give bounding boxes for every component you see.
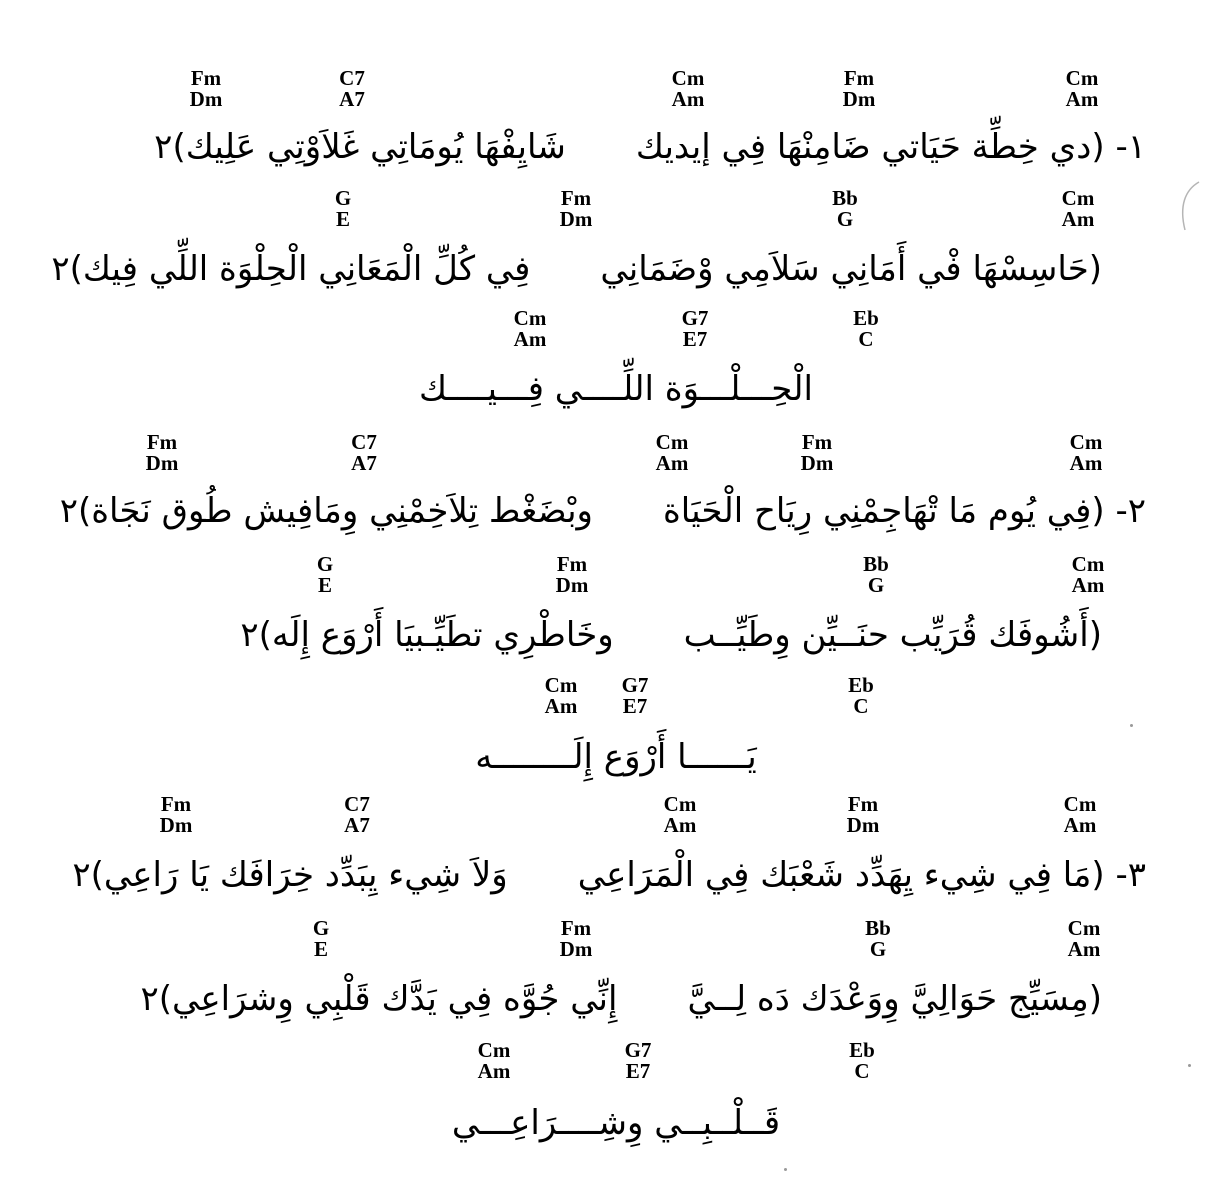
chord-bottom: E	[317, 573, 332, 597]
chord-top: Cm	[1061, 186, 1095, 210]
chord	[1040, 794, 1120, 836]
chord	[521, 675, 601, 717]
chord-bottom: Am	[477, 1059, 511, 1083]
chord	[490, 308, 570, 350]
chord	[821, 675, 901, 717]
lyric-line	[240, 612, 1102, 658]
chord	[122, 432, 202, 474]
lyric-half: (فِي يُوم مَا تْهَاجِمْنِي رِيَاح الْحَيَاة	[662, 491, 1105, 531]
chord-bottom: Dm	[842, 87, 876, 111]
chord-top: Eb	[848, 673, 874, 697]
chord	[640, 794, 720, 836]
chord	[838, 918, 918, 960]
chord-bottom: A7	[351, 451, 377, 475]
chord-bottom: Dm	[145, 451, 179, 475]
chord-bottom: Am	[1067, 937, 1101, 961]
scan-speck	[1188, 1064, 1191, 1067]
chord-top: Fm	[160, 792, 192, 816]
chord	[1048, 554, 1128, 596]
chord-bottom: Dm	[559, 207, 593, 231]
chord-top: Cm	[671, 66, 705, 90]
lyric-half: وَلاَ شِيء يِبَدِّد خِرَافَك يَا رَاعِي)٢	[72, 855, 508, 895]
chord-top: Cm	[1071, 552, 1105, 576]
chord-top: Fm	[801, 430, 833, 454]
chord	[303, 188, 383, 230]
chord-top: Bb	[865, 916, 891, 940]
chord-bottom: E7	[622, 694, 648, 718]
lyric-half: (حَاسِسْهَا فْي أَمَانِي سَلاَمِي وْضَمَانِي	[600, 249, 1102, 289]
verse-number: ٢-	[1115, 491, 1146, 531]
refrain-line: الْحِـــلْـــوَة اللِّــــي فِـــيــــك	[419, 369, 813, 409]
chord-bottom: Am	[1071, 573, 1105, 597]
chord-top: C7	[344, 792, 370, 816]
chord-bottom: Dm	[189, 87, 223, 111]
refrain-line: يَــــــا أَرْوَع إِلَــــــــه	[475, 737, 757, 777]
chord	[317, 794, 397, 836]
chord-top: Cm	[544, 673, 578, 697]
chord-top: Fm	[560, 186, 592, 210]
chord-top: Bb	[863, 552, 889, 576]
chord	[1046, 432, 1126, 474]
chord-top: C7	[339, 66, 365, 90]
chord-bottom: E7	[682, 327, 708, 351]
chord-top: Fm	[146, 430, 178, 454]
lyric-half: (مِسَيِّج حَوَالِيَّ وِوَعْدَك دَه لِــيَّ	[687, 979, 1102, 1019]
chord	[805, 188, 885, 230]
chord-top: Cm	[1065, 66, 1099, 90]
chord-bottom: A7	[339, 87, 365, 111]
lyric-line	[60, 488, 1146, 534]
chord-top: G	[312, 916, 330, 940]
chord-top: G	[334, 186, 352, 210]
chord	[1042, 68, 1122, 110]
chord	[836, 554, 916, 596]
chord-top: Fm	[190, 66, 222, 90]
chord-bottom: Am	[1061, 207, 1095, 231]
chord	[536, 188, 616, 230]
chord	[595, 675, 675, 717]
chord-bottom: Am	[671, 87, 705, 111]
lyric-half: فِي كُلِّ الْمَعَانِي الْحِلْوَة اللِّي فِيك)٢	[51, 249, 531, 289]
chord-bottom: Dm	[159, 813, 193, 837]
chord	[536, 918, 616, 960]
chord-top: Fm	[556, 552, 588, 576]
lyric-line	[154, 124, 1146, 170]
scan-speck	[784, 1168, 787, 1171]
chord	[281, 918, 361, 960]
lyric-line	[51, 246, 1102, 292]
chord-bottom: G	[869, 937, 887, 961]
chord-top: Cm	[1063, 792, 1097, 816]
chord-top: Cm	[1067, 916, 1101, 940]
lyric-half: وبْضَغْط تِلاَخِمْنِي وِمَافِيش طُوق نَجَاة)٢	[59, 491, 593, 531]
chord-bottom: E	[335, 207, 350, 231]
chord-top: Cm	[513, 306, 547, 330]
lyric-half: إِنِّي جُوَّه فِي يَدَّك قَلْبِي وِشرَاعِي)٢	[140, 979, 618, 1019]
chord-top: Cm	[477, 1038, 511, 1062]
chord-top: Fm	[843, 66, 875, 90]
chord-bottom: Am	[1063, 813, 1097, 837]
chord-top: C7	[351, 430, 377, 454]
chord	[532, 554, 612, 596]
verse-number: ٣-	[1115, 855, 1146, 895]
chord-top: Eb	[853, 306, 879, 330]
chord	[1038, 188, 1118, 230]
chord-bottom: E	[313, 937, 328, 961]
chord	[648, 68, 728, 110]
chord	[777, 432, 857, 474]
chord-top: G7	[621, 673, 649, 697]
chord-bottom: C	[854, 1059, 870, 1083]
chord-bottom: Am	[1065, 87, 1099, 111]
lyric-half: (مَا فِي شِيء يِهَدِّد شَعْبَك فِي الْمَرَاعِي	[577, 855, 1105, 895]
chord-bottom: Am	[663, 813, 697, 837]
chord	[822, 1040, 902, 1082]
chord-bottom: G	[867, 573, 885, 597]
chord-top: Cm	[663, 792, 697, 816]
chord	[819, 68, 899, 110]
lyric-line	[72, 852, 1146, 898]
chord-bottom: Am	[655, 451, 689, 475]
chord-bottom: Dm	[800, 451, 834, 475]
chord	[454, 1040, 534, 1082]
chord-top: Fm	[560, 916, 592, 940]
scan-speck	[1130, 724, 1133, 727]
chord	[632, 432, 712, 474]
lyric-half: شَايِفْهَا يُومَاتِي غَلاَوْتِي عَلِيك)٢	[154, 127, 566, 167]
chord	[312, 68, 392, 110]
chord-top: Fm	[847, 792, 879, 816]
chord-bottom: C	[858, 327, 874, 351]
chord	[598, 1040, 678, 1082]
scan-mark-decoration	[1175, 178, 1205, 238]
chord	[1044, 918, 1124, 960]
chord-bottom: Dm	[555, 573, 589, 597]
chord-bottom: E7	[625, 1059, 651, 1083]
chord	[136, 794, 216, 836]
chord	[826, 308, 906, 350]
chord	[166, 68, 246, 110]
chord	[285, 554, 365, 596]
chord-bottom: Am	[544, 694, 578, 718]
lyric-line	[140, 976, 1102, 1022]
chord-bottom: Dm	[559, 937, 593, 961]
chord-bottom: Dm	[846, 813, 880, 837]
chord-bottom: Am	[1069, 451, 1103, 475]
chord	[655, 308, 735, 350]
refrain-line: قَــلْــبِــي وِشِــــرَاعِـــي	[451, 1103, 781, 1143]
chord-top: G7	[624, 1038, 652, 1062]
lyric-half: (دي خِطِّة حَيَاتي ضَامِنْهَا فِي إيديك	[635, 127, 1105, 167]
chord-top: Bb	[832, 186, 858, 210]
chord-top: Cm	[1069, 430, 1103, 454]
chord-top: G7	[681, 306, 709, 330]
chord-bottom: A7	[344, 813, 370, 837]
lyric-half: وخَاطْرِي تطَيِّـبيَا أَرْوَع إِلَه)٢	[240, 615, 614, 655]
lyric-half: (أَشُوفَك قُرَيِّب حنَــيِّن وِطَيِّــب	[683, 615, 1102, 655]
chord-bottom: Am	[513, 327, 547, 351]
chord-top: G	[316, 552, 334, 576]
chord-bottom: G	[836, 207, 854, 231]
chord-top: Eb	[849, 1038, 875, 1062]
chord	[324, 432, 404, 474]
chord-top: Cm	[655, 430, 689, 454]
chord-bottom: C	[853, 694, 869, 718]
verse-number: ١-	[1115, 127, 1146, 167]
chord	[823, 794, 903, 836]
